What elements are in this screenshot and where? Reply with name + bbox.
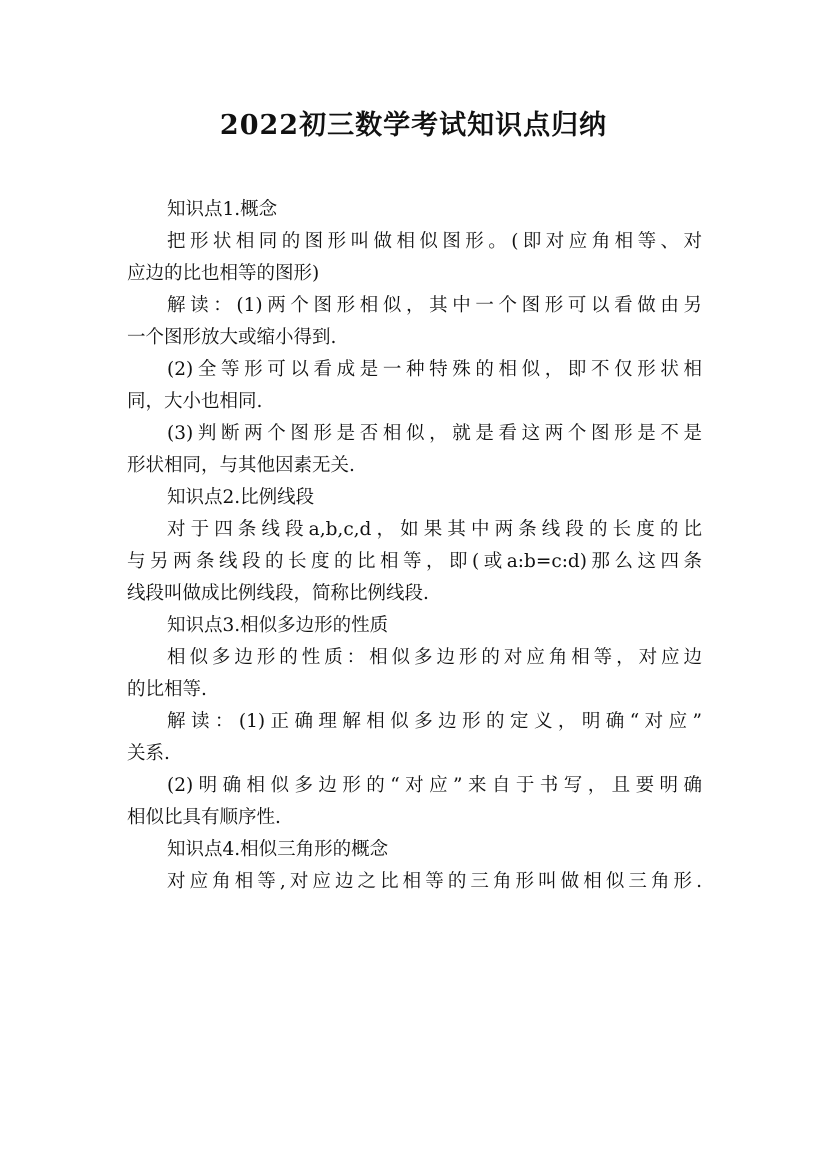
paragraph-line: 对于四条线段a,b,c,d，如果其中两条线段的长度的比 <box>167 519 702 540</box>
paragraph-line: 线段叫做成比例线段，简称比例线段. <box>127 583 429 604</box>
paragraph-line: (2)全等形可以看成是一种特殊的相似，即不仅形状相 <box>167 359 702 380</box>
paragraph-line: 相似比具有顺序性. <box>127 807 281 828</box>
paragraph-12 <box>127 834 702 866</box>
paragraph-line: 知识点3.相似多边形的性质 <box>167 615 389 636</box>
paragraph-5 <box>127 418 702 482</box>
paragraph-line: 知识点2.比例线段 <box>167 487 315 508</box>
paragraph-4 <box>127 354 702 418</box>
paragraph-line: 解读：(1)正确理解相似多边形的定义，明确“对应” <box>167 711 702 732</box>
paragraph-2 <box>127 226 702 290</box>
paragraph-line: 与另两条线段的长度的比相等，即(或a:b=c:d)那么这四条 <box>127 551 702 572</box>
paragraph-line: 知识点4.相似三角形的概念 <box>167 839 389 860</box>
paragraph-line: 知识点1.概念 <box>167 199 278 220</box>
paragraph-10 <box>127 706 702 770</box>
paragraph-8 <box>127 610 702 642</box>
paragraph-line: 把形状相同的图形叫做相似图形。(即对应角相等、对 <box>167 231 702 252</box>
paragraph-11 <box>127 770 702 834</box>
paragraph-9 <box>127 642 702 706</box>
paragraph-6 <box>127 482 702 514</box>
document-title: 2022初三数学考试知识点归纳 <box>219 110 608 141</box>
paragraph-line: 解读：(1)两个图形相似，其中一个图形可以看做由另 <box>167 295 702 316</box>
paragraph-line: 同，大小也相同. <box>127 391 263 412</box>
paragraph-line: 的比相等. <box>127 679 207 700</box>
paragraph-line: 对应角相等,对应边之比相等的三角形叫做相似三角形. <box>167 871 702 892</box>
paragraph-13 <box>127 866 702 898</box>
paragraph-line: (2)明确相似多边形的“对应”来自于书写，且要明确 <box>167 775 702 796</box>
paragraph-1 <box>127 194 702 226</box>
paragraph-line: 相似多边形的性质：相似多边形的对应角相等，对应边 <box>167 647 702 668</box>
paragraph-line: 关系. <box>127 743 170 764</box>
paragraph-7 <box>127 514 702 610</box>
paragraph-line: 形状相同，与其他因素无关. <box>127 455 355 476</box>
paragraph-line: (3)判断两个图形是否相似，就是看这两个图形是不是 <box>167 423 702 444</box>
paragraph-line: 一个图形放大或缩小得到. <box>127 327 337 348</box>
document-body <box>127 194 702 898</box>
paragraph-3 <box>127 290 702 354</box>
paragraph-line: 应边的比也相等的图形) <box>127 263 320 284</box>
